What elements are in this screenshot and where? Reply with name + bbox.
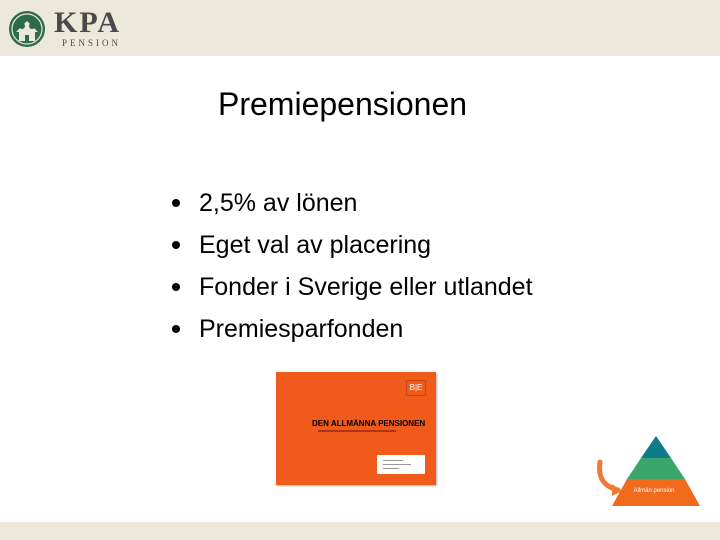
- pension-pyramid-graphic: [592, 436, 712, 510]
- bullet-dot-icon: [172, 199, 180, 207]
- header-band: [0, 0, 720, 56]
- curved-arrow-icon: [600, 462, 618, 490]
- bullet-item: [172, 266, 533, 308]
- bullet-text: Fonder i Sverige eller utlandet: [199, 273, 533, 301]
- bullet-text: 2,5% av lönen: [199, 189, 358, 217]
- pyramid-label: Allmän pension: [633, 488, 675, 494]
- logo-subtitle: PENSION: [62, 38, 122, 48]
- publisher-mark: B|E: [406, 380, 426, 396]
- bullet-dot-icon: [172, 325, 180, 333]
- bullet-item: [172, 224, 533, 266]
- brochure-cover-image: [276, 372, 436, 485]
- bullet-dot-icon: [172, 241, 180, 249]
- bullet-list: [172, 182, 533, 350]
- bullet-item: [172, 182, 533, 224]
- tree-house-emblem-icon: [8, 10, 46, 48]
- slide-title: Premiepensionen: [218, 86, 468, 122]
- brochure-label-card: [377, 455, 425, 474]
- brochure-subtitle-line: [318, 430, 396, 432]
- bullet-dot-icon: [172, 283, 180, 291]
- bullet-text: Premiesparfonden: [199, 315, 404, 343]
- brochure-title: DEN ALLMÄNNA PENSIONEN: [312, 419, 426, 428]
- bullet-item: [172, 308, 533, 350]
- logo-title: KPA: [54, 6, 122, 39]
- footer-band: [0, 522, 720, 540]
- bullet-text: Eget val av placering: [199, 231, 432, 259]
